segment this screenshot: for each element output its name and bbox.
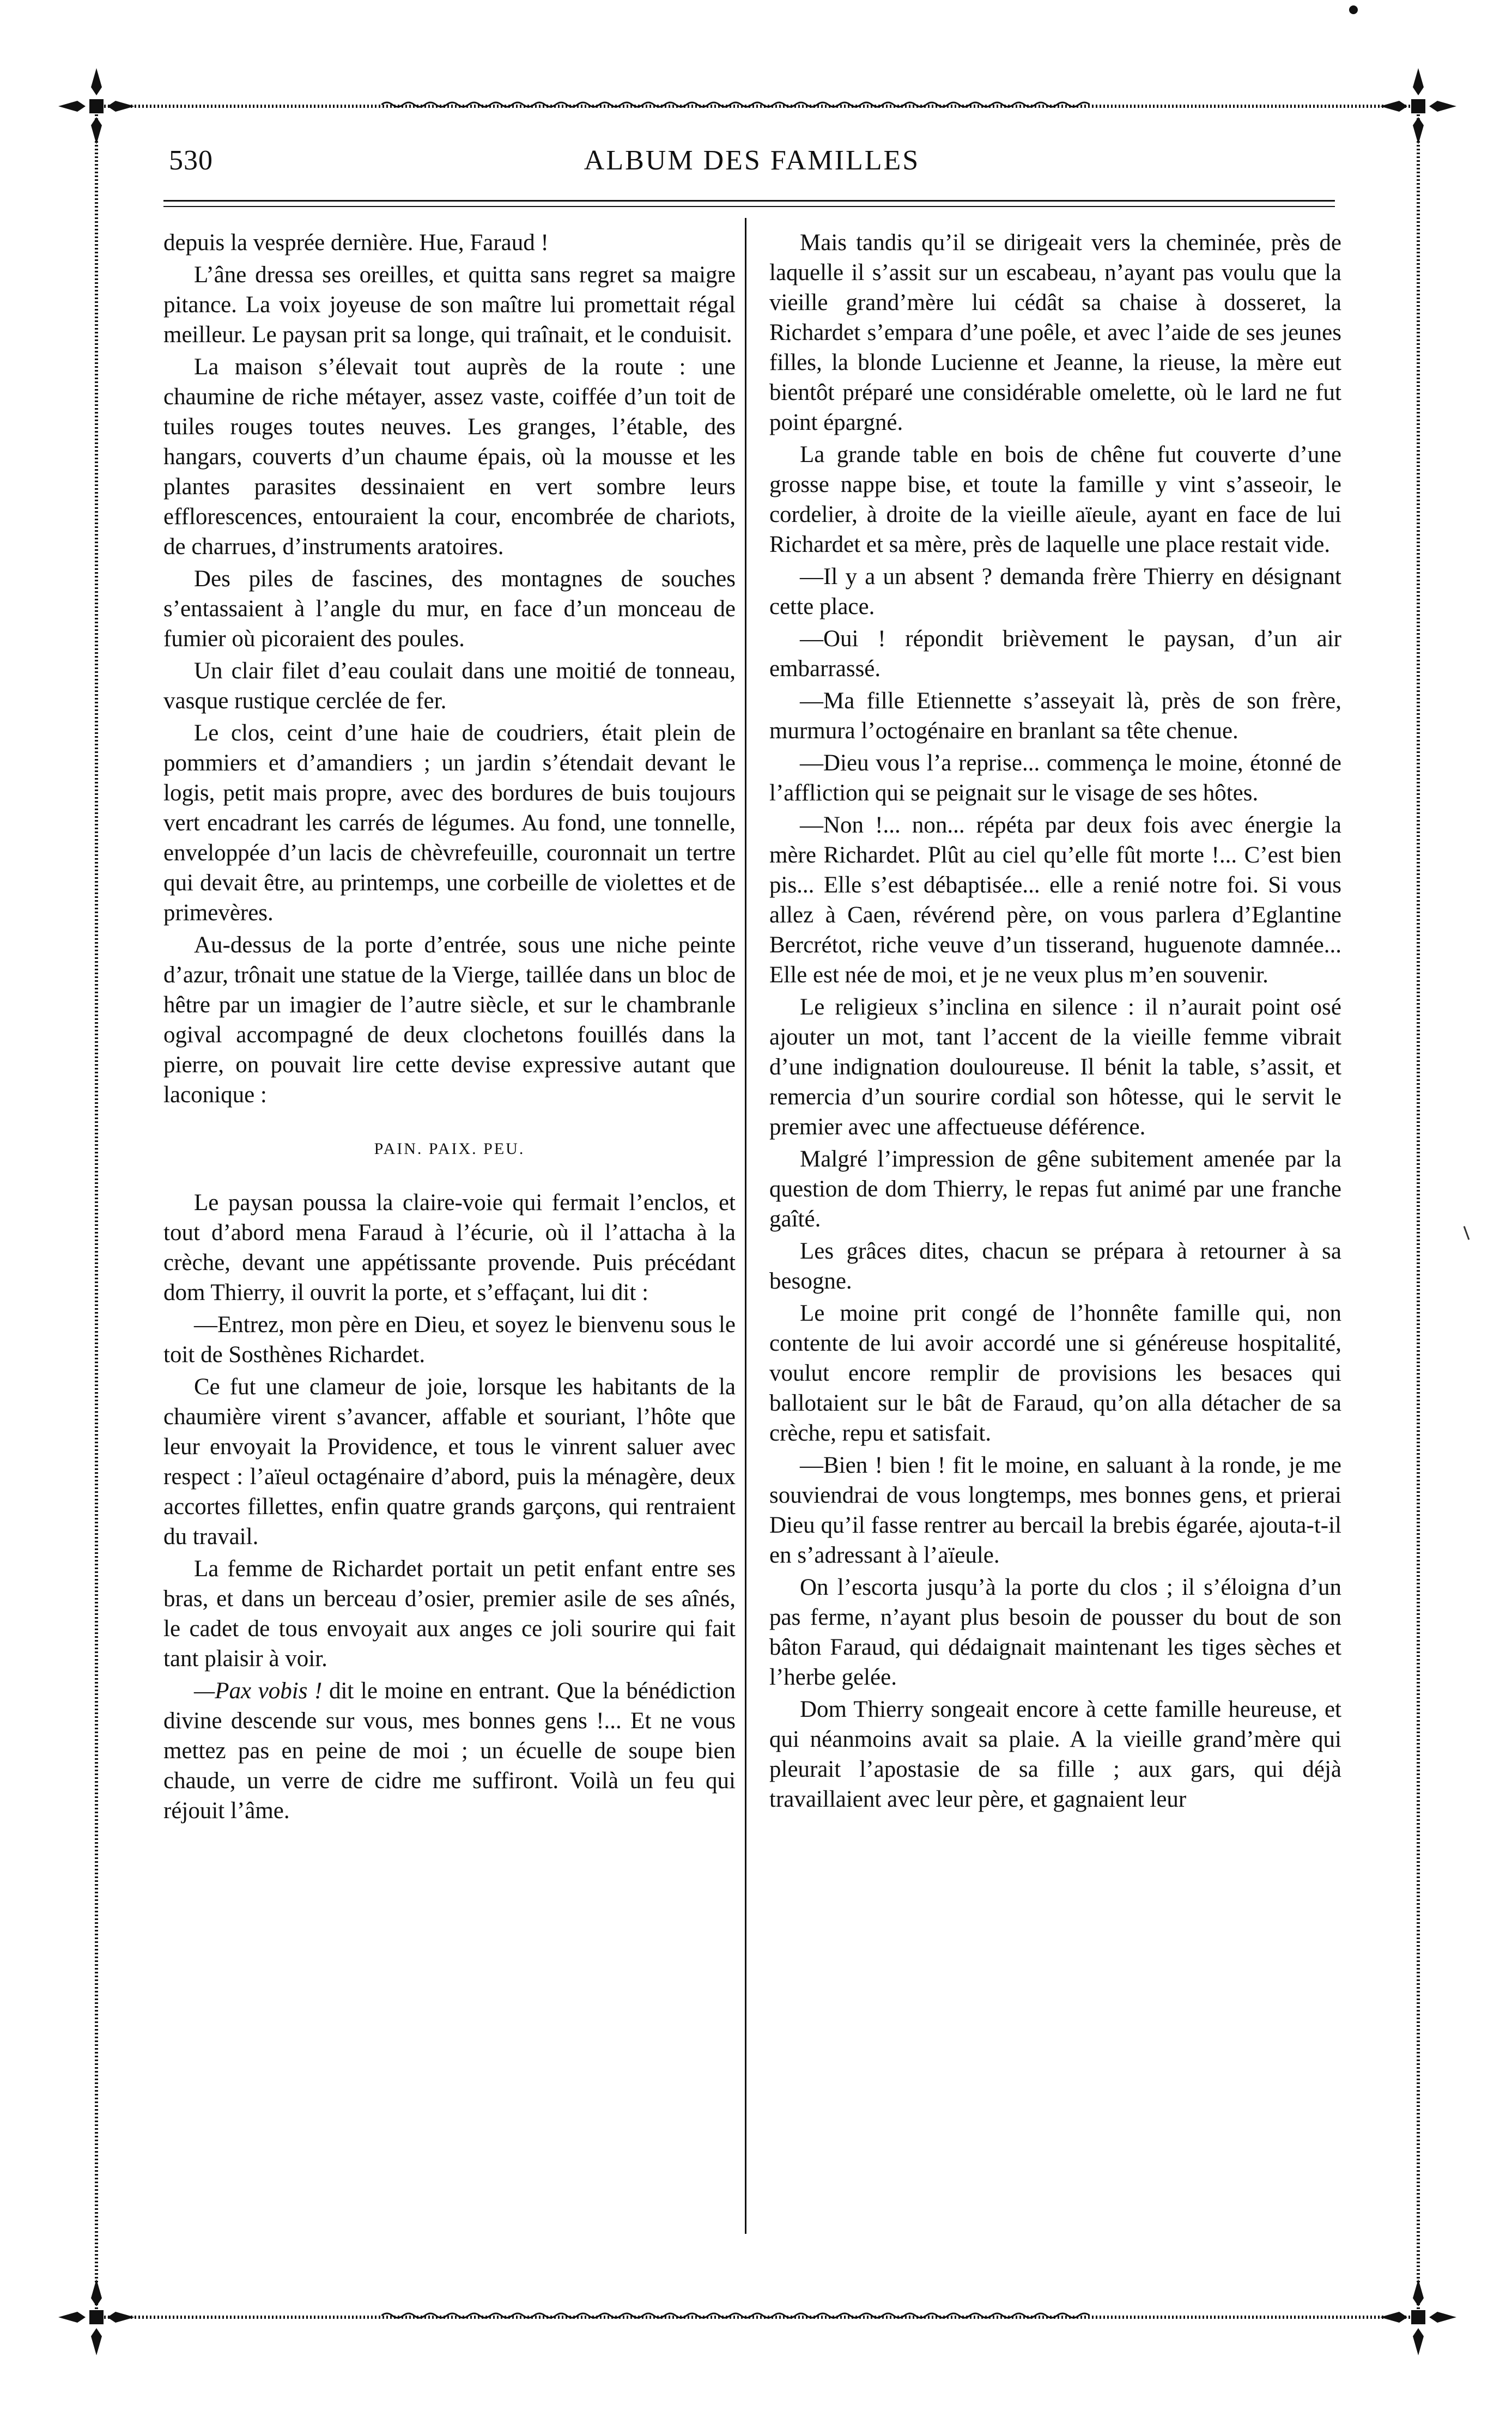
paragraph: —Bien ! bien ! fit le moine, en saluant à la ronde, je me souviendrai de vous longtemps, mes bonnes gens, et prierai Dieu qu’il fasse rentrer au bercail la brebis égarée, ajouta-t-il en s’adressant à l’aïeule.: [769, 1453, 1341, 1568]
paragraph: Ce fut une clameur de joie, lorsque les habitants de la chaumière virent s’avancer, affable et souriant, l’hôte que leur envoyait la Providence, et tous le vinrent saluer avec respect : l’aïeul octagénaire d’abord, puis la ménagère, deux accortes fillettes, enfin quatre grands garçons, qui rentraient du travail.: [163, 1374, 736, 1550]
paragraph: —Oui ! répondit brièvement le paysan, d’un air embarrassé.: [769, 626, 1341, 682]
paragraph: Dom Thierry songeait encore à cette famille heureuse, et qui néanmoins avait sa plaie. A la vieille grand’mère qui pleurait l’apostasie de sa fille ; aux gars, qui déjà travaillaient avec leur père, et gagnaient leur: [769, 1697, 1341, 1812]
paragraph: —Non !... non... répéta par deux fois avec énergie la mère Richardet. Plût au ciel qu’elle fût morte !... C’est bien pis... Elle s’est débaptisée... elle a renié notre foi. Si vous allez à Caen, révérend père, on vous parlera d’Eglantine Bercrétot, riche veuve d’un tisserand, huguenote damnée... Elle est née de moi, et je ne veux plus m’en souvenir.: [769, 812, 1341, 988]
page-number: 530: [169, 145, 213, 176]
paragraph: Le religieux s’inclina en silence : il n’aurait point osé ajouter un mot, tant l’accent de la vieille femme vibrait d’une indignation douloureuse. Il bénit la table, s’assit, et remercia d’un sourire cordial son hôtesse, qui le servit le premier avec une affectueuse déférence.: [769, 994, 1341, 1140]
corner-ornament-top-right: [1377, 65, 1459, 147]
paragraph: —Entrez, mon père en Dieu, et soyez le bienvenu sous le toit de Sosthènes Richardet.: [163, 1312, 736, 1368]
pax-vobis-rest: dit le moine en entrant. Que la bénédiction divine descende sur vous, mes bonnes gens !... Et ne vous mettez pas en peine de moi ; un écuelle de soupe bien chaude, un verre de cidre me suffiront. Voilà un feu qui réjouit l’âme.: [163, 1678, 736, 1824]
frame-left-border: [95, 114, 98, 2321]
ink-speck: [1349, 5, 1358, 14]
paragraph: Des piles de fascines, des montagnes de souches s’entassaient à l’angle du mur, en face d’un monceau de fumier où picoraient des poules.: [163, 566, 736, 652]
pax-vobis-italic: —Pax vobis !: [194, 1678, 323, 1704]
paragraph: La grande table en bois de chêne fut couverte d’une grosse nappe bise, et toute la famille y vint s’asseoir, le cordelier, à droite de la vieille aïeule, ayant en face de lui Richardet et sa mère, près de laquelle une place restait vide.: [769, 442, 1341, 557]
paragraph: Le clos, ceint d’une haie de coudriers, était plein de pommiers et d’amandiers ; un jardin s’étendait devant le logis, petit mais propre, avec des bordures de buis toujours vert encadrant les carrés de légumes. Au fond, une tonnelle, enveloppée d’un lacis de chèvrefeuille, couronnait un tertre qui devait être, au printemps, une corbeille de violettes et de primevères.: [163, 720, 736, 926]
paragraph: Le paysan poussa la claire-voie qui fermait l’enclos, et tout d’abord mena Faraud à l’écurie, où il l’attacha à la crèche, devant une appétissante provende. Puis précédant dom Thierry, il ouvrit la porte, et s’effaçant, lui dit :: [163, 1190, 736, 1305]
paragraph: Le moine prit congé de l’honnête famille qui, non contente de lui avoir accordé une si généreuse hospitalité, voulut encore remplir de provisions les besaces qui ballotaient sur le bât de Faraud, qu’on alla détacher de sa crèche, repu et satisfait.: [769, 1301, 1341, 1446]
column-divider: [745, 218, 746, 2234]
paragraph: —Ma fille Etiennette s’asseyait là, près de son frère, murmura l’octogénaire en branlant sa tête chenue.: [769, 688, 1341, 744]
paragraph: La maison s’élevait tout auprès de la route : une chaumine de riche métayer, assez vaste, coiffée d’un toit de tuiles rouges toutes neuves. Les granges, l’étable, des hangars, couverts d’un chaume épais, où la mousse et les plantes parasites dessinaient en vert sombre leurs efflorescences, entouraient la cour, encombrée de chariots, de charrues, d’instruments aratoires.: [163, 354, 736, 560]
paragraph: On l’escorta jusqu’à la porte du clos ; il s’éloigna d’un pas ferme, n’ayant plus besoin de pousser du bout de son bâton Faraud, qui dédaignait maintenant les tiges sèches et l’herbe gelée.: [769, 1575, 1341, 1690]
header-rule-top: [163, 200, 1335, 202]
corner-ornament-top-left: [56, 65, 137, 147]
paragraph: Un clair filet d’eau coulait dans une moitié de tonneau, vasque rustique cerclée de fer.: [163, 658, 736, 714]
paragraph: —Dieu vous l’a reprise... commença le moine, étonné de l’affliction qui se peignait sur le visage de ses hôtes.: [769, 750, 1341, 806]
motto: PAIN. PAIX. PEU.: [374, 1140, 525, 1158]
page-header: [169, 144, 1335, 188]
corner-ornament-bottom-right: [1377, 2276, 1459, 2358]
running-title: ALBUM DES FAMILLES: [584, 145, 920, 176]
paragraph: Malgré l’impression de gêne subitement amenée par la question de dom Thierry, le repas fut animé par une franche gaîté.: [769, 1146, 1341, 1232]
right-column: [769, 228, 1341, 1817]
paragraph: La femme de Richardet portait un petit enfant entre ses bras, et dans un berceau d’osier, premier asile de ses aînés, le cadet de tous envoyait aux anges ce joli sourire qui fait tant plaisir à voir.: [163, 1556, 736, 1672]
left-column: [163, 228, 736, 1828]
paragraph: Au-dessus de la porte d’entrée, sous une niche peinte d’azur, trônait une statue de la Vierge, taillée dans un bloc de hêtre par un imagier de l’autre siècle, et sur le chambranle ogival accompagné de deux clochetons fouillés dans la pierre, on pouvait lire cette devise expressive autant que laconique :: [163, 932, 736, 1108]
frame-top-wave: [381, 100, 1090, 109]
paragraph: depuis la vesprée dernière. Hue, Faraud !: [163, 230, 549, 256]
margin-mark: [1464, 1226, 1470, 1240]
header-rule-bottom: [163, 206, 1335, 207]
corner-ornament-bottom-left: [56, 2276, 137, 2358]
paragraph-pax-vobis: [163, 1676, 736, 1826]
paragraph: Les grâces dites, chacun se prépara à retourner à sa besogne.: [769, 1238, 1341, 1294]
frame-right-border: [1417, 114, 1420, 2321]
frame-bottom-wave: [381, 2311, 1090, 2320]
paragraph: L’âne dressa ses oreilles, et quitta sans regret sa maigre pitance. La voix joyeuse de son maître lui promettait régal meilleur. Le paysan prit sa longe, qui traînait, et le conduisit.: [163, 262, 736, 348]
paragraph: —Il y a un absent ? demanda frère Thierry en désignant cette place.: [769, 564, 1341, 619]
paragraph: Mais tandis qu’il se dirigeait vers la cheminée, près de laquelle il s’assit sur un escabeau, n’ayant pas voulu que la vieille grand’mère lui cédât sa chaise à dosseret, la Richardet s’empara d’une poêle, et avec l’aide de ses jeunes filles, la blonde Lucienne et Jeanne, la rieuse, la mère eut bientôt préparé une considérable omelette, où le lard ne fut point épargné.: [769, 230, 1341, 435]
